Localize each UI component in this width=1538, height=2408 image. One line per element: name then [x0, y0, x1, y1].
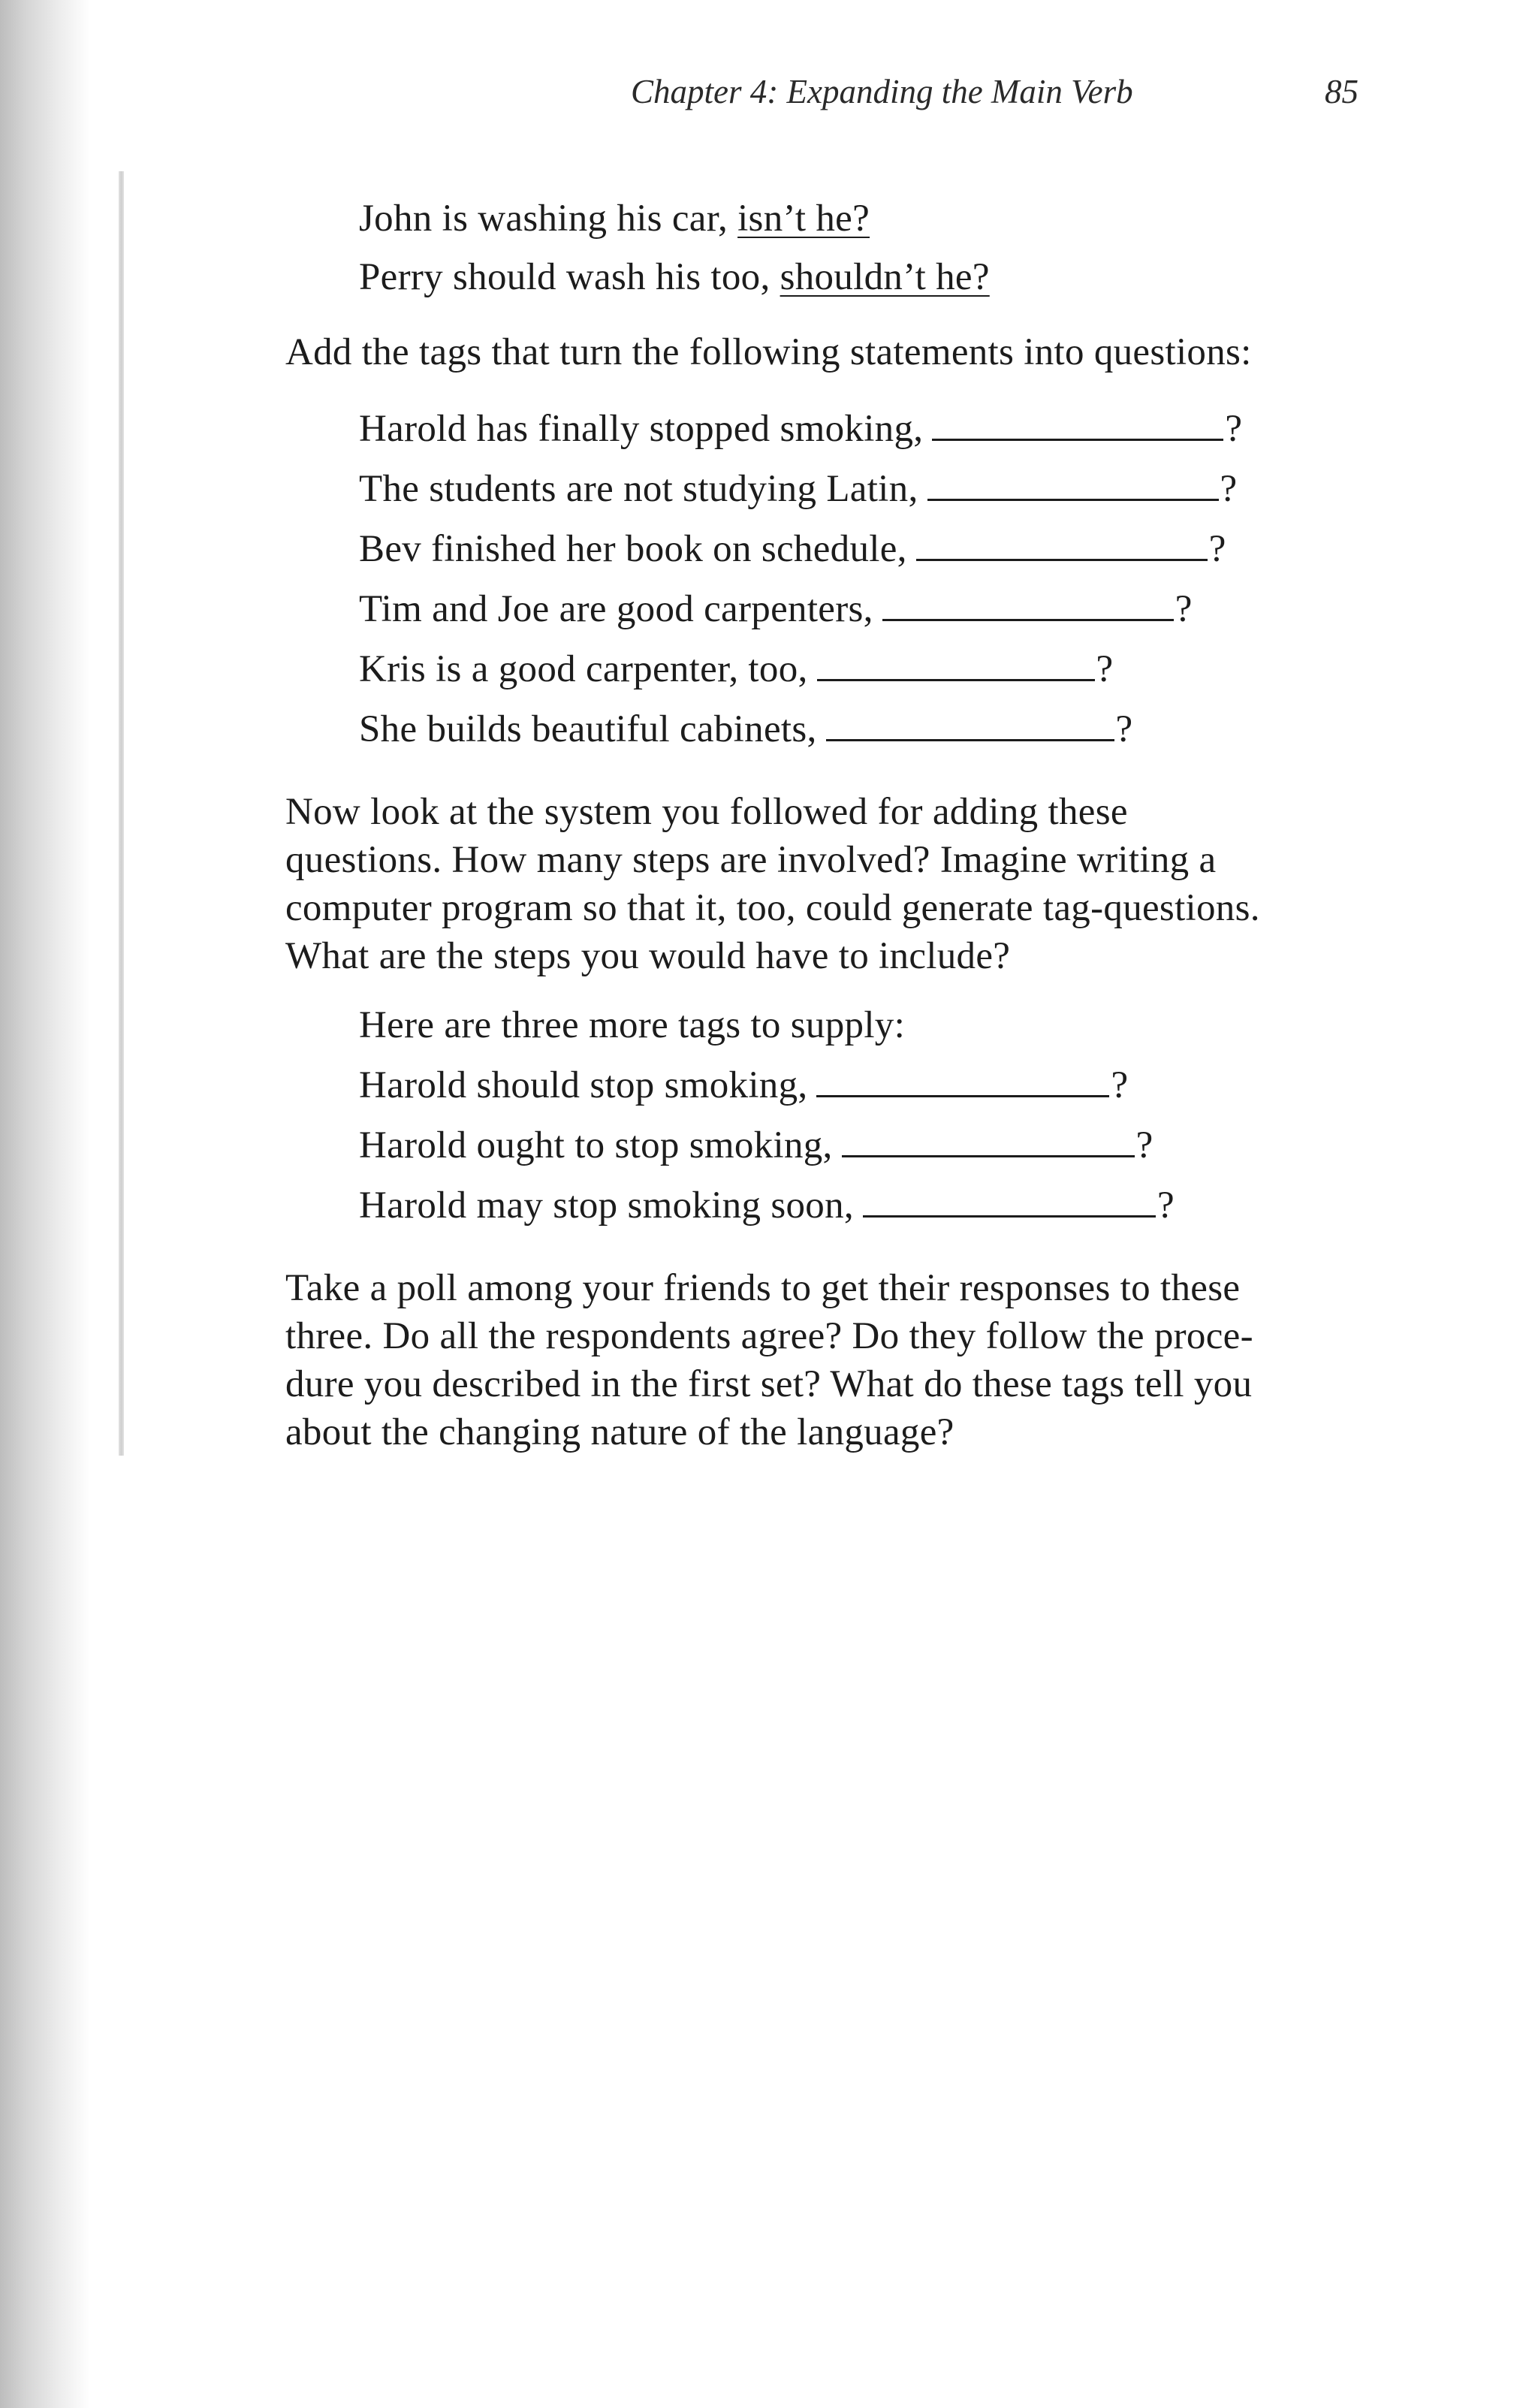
paragraph-line: computer program so that it, too, could generate tag-questions. — [285, 887, 1260, 929]
exercise-statement: Tim and Joe are good carpenters, — [359, 588, 873, 630]
page-number: 85 — [1325, 73, 1359, 110]
example-line — [359, 255, 990, 299]
question-mark: ? — [1208, 528, 1226, 570]
margin-rule — [119, 171, 124, 1456]
answer-blank[interactable] — [863, 1185, 1156, 1218]
exercise-item — [359, 587, 1193, 631]
answer-blank[interactable] — [882, 589, 1174, 621]
example-tag: isn’t he? — [737, 198, 870, 240]
exercise-statement: Kris is a good carpenter, too, — [359, 648, 808, 690]
paragraph-line: about the changing nature of the language? — [285, 1411, 954, 1453]
exercise-instruction: Add the tags that turn the following statements into questions: — [285, 331, 1252, 373]
answer-blank[interactable] — [916, 529, 1208, 561]
answer-blank[interactable] — [816, 1065, 1109, 1097]
answer-blank[interactable] — [842, 1125, 1135, 1157]
exercise-item — [359, 1064, 1128, 1107]
question-mark: ? — [1135, 1124, 1154, 1166]
paragraph-line: Take a poll among your friends to get their responses to these — [285, 1267, 1241, 1309]
question-mark: ? — [1157, 1184, 1175, 1227]
question-mark: ? — [1220, 468, 1238, 510]
exercise-instruction: Here are three more tags to supply: — [359, 1004, 906, 1046]
exercise-statement: Harold may stop smoking soon, — [359, 1184, 854, 1227]
example-statement: John is washing his car, — [359, 198, 738, 240]
paragraph-line: questions. How many steps are involved? Imagine writing a — [285, 839, 1217, 881]
answer-blank[interactable] — [817, 649, 1095, 681]
exercise-statement: The students are not studying Latin, — [359, 468, 918, 510]
question-mark: ? — [1096, 648, 1114, 690]
question-mark: ? — [1175, 588, 1193, 630]
exercise-statement: Harold should stop smoking, — [359, 1064, 808, 1106]
exercise-statement: Harold has finally stopped smoking, — [359, 408, 924, 450]
running-head: Chapter 4: Expanding the Main Verb — [631, 73, 1133, 110]
exercise-item — [359, 1124, 1154, 1167]
page-gutter-shadow — [0, 0, 90, 2408]
example-statement: Perry should wash his too, — [359, 256, 780, 298]
exercise-statement: She builds beautiful cabinets, — [359, 708, 817, 750]
example-line — [359, 197, 870, 240]
exercise-item — [359, 708, 1132, 751]
paragraph-line: What are the steps you would have to include? — [285, 935, 1011, 977]
paragraph-line: three. Do all the respondents agree? Do they follow the proce- — [285, 1315, 1253, 1357]
question-mark: ? — [1225, 408, 1243, 450]
exercise-item — [359, 1184, 1175, 1227]
exercise-item — [359, 527, 1226, 571]
paragraph-line: dure you described in the first set? What do these tags tell you — [285, 1363, 1253, 1405]
exercise-item — [359, 467, 1237, 511]
question-mark: ? — [1115, 708, 1133, 750]
exercise-statement: Harold ought to stop smoking, — [359, 1124, 833, 1166]
exercise-item — [359, 647, 1113, 691]
paragraph-line: Now look at the system you followed for adding these — [285, 791, 1128, 833]
question-mark: ? — [1111, 1064, 1129, 1106]
exercise-item — [359, 407, 1242, 451]
answer-blank[interactable] — [932, 409, 1223, 441]
exercise-statement: Bev finished her book on schedule, — [359, 528, 907, 570]
example-tag: shouldn’t he? — [780, 256, 990, 298]
answer-blank[interactable] — [826, 709, 1114, 741]
answer-blank[interactable] — [927, 469, 1219, 501]
